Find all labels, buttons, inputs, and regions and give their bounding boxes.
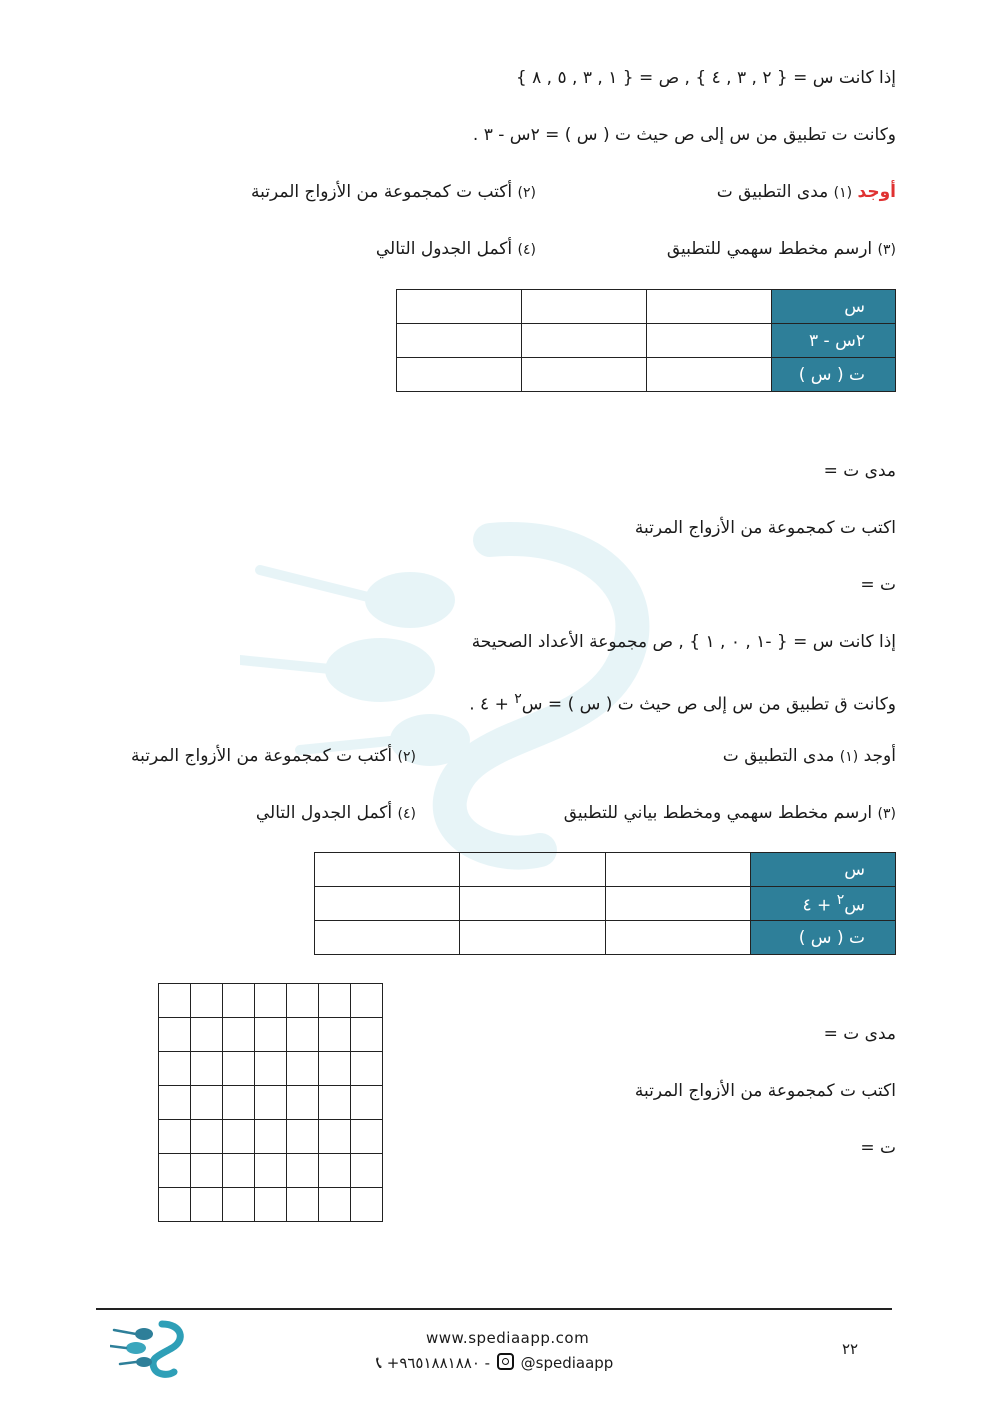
q2-item4-number: (٤) — [397, 806, 416, 822]
q2-line2-part-b: + ٤ . — [469, 694, 515, 715]
q1-statement-line2: وكانت ت تطبيق من س إلى ص حيث ت ( س ) = ٢س - ٣ . — [472, 125, 896, 145]
plot-grid-row — [159, 1018, 383, 1052]
q1-t-line: ت = — [860, 575, 896, 595]
q2-item2 — [131, 744, 416, 769]
q2-statement-line2 — [469, 687, 896, 717]
q1-table-cell[interactable] — [647, 358, 772, 392]
plot-grid-cell[interactable] — [223, 1018, 255, 1052]
plot-grid-cell[interactable] — [255, 1120, 287, 1154]
q1-find-label: أوجد — [857, 182, 896, 202]
table-row — [397, 358, 896, 392]
plot-grid-cell[interactable] — [351, 1154, 383, 1188]
q2-table-head-fx: ت ( س ) — [750, 921, 895, 955]
plot-grid-cell[interactable] — [191, 984, 223, 1018]
plot-grid-cell[interactable] — [351, 1086, 383, 1120]
q2-table-expr-b: + ٤ — [802, 895, 837, 916]
q2-item1 — [723, 744, 896, 769]
plot-grid-cell[interactable] — [351, 1052, 383, 1086]
q2-table-cell[interactable] — [315, 921, 460, 955]
footer-contact — [376, 1351, 613, 1373]
q1-item1-text: مدى التطبيق ت — [716, 182, 829, 202]
q1-table-head-expr: ٢س - ٣ — [772, 324, 896, 358]
plot-grid-cell[interactable] — [159, 1188, 191, 1222]
q2-table-cell[interactable] — [315, 853, 460, 887]
page-number: ٢٢ — [842, 1340, 859, 1358]
plot-grid-cell[interactable] — [319, 1018, 351, 1052]
footer-phone: +٩٦٥١٨٨١٨٨٠ - — [386, 1354, 491, 1372]
phone-icon: 📞︎ — [376, 1353, 382, 1373]
q1-item2 — [251, 180, 536, 205]
q2-find-label: أوجد — [863, 746, 896, 766]
plot-grid-cell[interactable] — [223, 1052, 255, 1086]
q2-table-cell[interactable] — [605, 853, 750, 887]
q1-table-cell[interactable] — [647, 290, 772, 324]
q1-table-cell[interactable] — [522, 358, 647, 392]
q2-item3-number: (٣) — [877, 806, 896, 822]
plot-grid-cell[interactable] — [255, 1086, 287, 1120]
q1-table-cell[interactable] — [397, 324, 522, 358]
plot-grid-cell[interactable] — [351, 1018, 383, 1052]
plot-grid[interactable] — [158, 983, 383, 1222]
plot-grid-cell[interactable] — [287, 1188, 319, 1222]
plot-grid-cell[interactable] — [255, 1188, 287, 1222]
plot-grid-cell[interactable] — [351, 984, 383, 1018]
q2-value-table — [314, 852, 896, 955]
q1-item1-number: (١) — [833, 185, 853, 201]
plot-grid-row — [159, 1188, 383, 1222]
plot-grid-cell[interactable] — [319, 1086, 351, 1120]
q1-table-head-x: س — [772, 290, 896, 324]
plot-grid-cell[interactable] — [159, 1018, 191, 1052]
plot-grid-row — [159, 1052, 383, 1086]
plot-grid-cell[interactable] — [223, 1086, 255, 1120]
plot-grid-cell[interactable] — [191, 1188, 223, 1222]
plot-grid-cell[interactable] — [159, 1086, 191, 1120]
q2-table-expr-a: س — [844, 895, 865, 916]
q1-table-cell[interactable] — [522, 324, 647, 358]
table-row — [397, 290, 896, 324]
q1-item2-number: (٢) — [517, 185, 536, 201]
q2-table-expr-sup: ٢ — [836, 891, 845, 908]
q1-item4 — [376, 237, 536, 262]
plot-grid-cell[interactable] — [255, 1018, 287, 1052]
plot-grid-cell[interactable] — [255, 1052, 287, 1086]
q1-item2-text: أكتب ت كمجموعة من الأزواج المرتبة — [251, 182, 513, 202]
plot-grid-cell[interactable] — [319, 1154, 351, 1188]
plot-grid-cell[interactable] — [287, 1086, 319, 1120]
plot-grid-row — [159, 984, 383, 1018]
q2-table-head-x: س — [750, 853, 895, 887]
plot-grid-cell[interactable] — [255, 984, 287, 1018]
plot-grid-cell[interactable] — [255, 1154, 287, 1188]
q1-table-head-fx: ت ( س ) — [772, 358, 896, 392]
q1-value-table — [396, 289, 896, 392]
plot-grid-cell[interactable] — [287, 1154, 319, 1188]
q1-item3 — [667, 237, 896, 262]
plot-grid-row — [159, 1154, 383, 1188]
table-row — [315, 921, 896, 955]
footer-website[interactable]: www.spediaapp.com — [426, 1329, 590, 1347]
q1-item1 — [717, 180, 896, 205]
plot-grid-cell[interactable] — [287, 1052, 319, 1086]
q1-table-cell[interactable] — [397, 290, 522, 324]
q2-table-cell[interactable] — [460, 921, 605, 955]
q2-table-cell[interactable] — [605, 921, 750, 955]
q1-table-cell[interactable] — [522, 290, 647, 324]
plot-grid-cell[interactable] — [319, 1120, 351, 1154]
q2-table-cell[interactable] — [460, 887, 605, 921]
q2-table-cell[interactable] — [460, 853, 605, 887]
q2-table-cell[interactable] — [315, 887, 460, 921]
q2-line2-part-a: وكانت ق تطبيق من س إلى ص حيث ت ( س ) = س — [521, 694, 896, 715]
plot-grid-row — [159, 1120, 383, 1154]
plot-grid-cell[interactable] — [287, 1120, 319, 1154]
q2-item3 — [564, 801, 896, 826]
q2-range-line: مدى ت = — [823, 1024, 896, 1044]
plot-grid-cell[interactable] — [191, 1086, 223, 1120]
table-row — [397, 324, 896, 358]
plot-grid-cell[interactable] — [223, 984, 255, 1018]
q1-item3-text: ارسم مخطط سهمي للتطبيق — [666, 239, 873, 259]
q1-item4-number: (٤) — [517, 242, 536, 258]
q2-item2-number: (٢) — [397, 749, 416, 765]
q2-item2-text: أكتب ت كمجموعة من الأزواج المرتبة — [131, 746, 393, 766]
q1-range-line: مدى ت = — [823, 461, 896, 481]
plot-grid-cell[interactable] — [223, 1120, 255, 1154]
q2-item4 — [256, 801, 416, 826]
table-row — [315, 887, 896, 921]
instagram-icon — [497, 1353, 514, 1370]
plot-grid-cell[interactable] — [159, 1052, 191, 1086]
q1-item4-text: أكمل الجدول التالي — [375, 239, 513, 259]
q2-pairs-line: اكتب ت كمجموعة من الأزواج المرتبة — [634, 1081, 896, 1101]
plot-grid-cell[interactable] — [351, 1188, 383, 1222]
plot-grid-cell[interactable] — [191, 1120, 223, 1154]
footer-instagram[interactable]: @spediaapp — [520, 1354, 614, 1372]
q2-item1-number: (١) — [839, 749, 859, 765]
q2-t-line: ت = — [860, 1138, 896, 1158]
plot-grid-cell[interactable] — [319, 984, 351, 1018]
plot-grid-cell[interactable] — [223, 1154, 255, 1188]
q1-statement-line1: إذا كانت س = { ٢ , ٣ , ٤ } , ص = { ١ , ٣ , ٥ , ٨ } — [515, 68, 896, 88]
plot-grid-cell[interactable] — [159, 1154, 191, 1188]
plot-grid-cell[interactable] — [223, 1188, 255, 1222]
q2-table-cell[interactable] — [605, 887, 750, 921]
plot-grid-cell[interactable] — [287, 1018, 319, 1052]
plot-grid-cell[interactable] — [287, 984, 319, 1018]
q1-table-cell[interactable] — [397, 358, 522, 392]
q2-item3-text: ارسم مخطط سهمي ومخطط بياني للتطبيق — [563, 803, 873, 823]
plot-grid-cell[interactable] — [191, 1018, 223, 1052]
q1-item3-number: (٣) — [877, 242, 896, 258]
q2-table-head-expr — [750, 887, 895, 921]
spedia-logo-icon — [110, 1318, 192, 1380]
plot-grid-cell[interactable] — [351, 1120, 383, 1154]
plot-grid-cell[interactable] — [159, 984, 191, 1018]
plot-grid-cell[interactable] — [319, 1052, 351, 1086]
plot-grid-cell[interactable] — [191, 1154, 223, 1188]
q2-item1-text: مدى التطبيق ت — [722, 746, 835, 766]
plot-grid-cell[interactable] — [191, 1052, 223, 1086]
q2-line2-superscript: ٢ — [514, 691, 522, 707]
plot-grid-cell[interactable] — [159, 1120, 191, 1154]
footer-divider — [96, 1308, 892, 1310]
q2-item4-text: أكمل الجدول التالي — [255, 803, 393, 823]
q1-pairs-line: اكتب ت كمجموعة من الأزواج المرتبة — [634, 518, 896, 538]
plot-grid-row — [159, 1086, 383, 1120]
table-row — [315, 853, 896, 887]
q2-statement-line1: إذا كانت س = { -١ , ٠ , ١ } , ص مجموعة الأعداد الصحيحة — [471, 632, 896, 652]
q1-table-cell[interactable] — [647, 324, 772, 358]
plot-grid-cell[interactable] — [319, 1188, 351, 1222]
